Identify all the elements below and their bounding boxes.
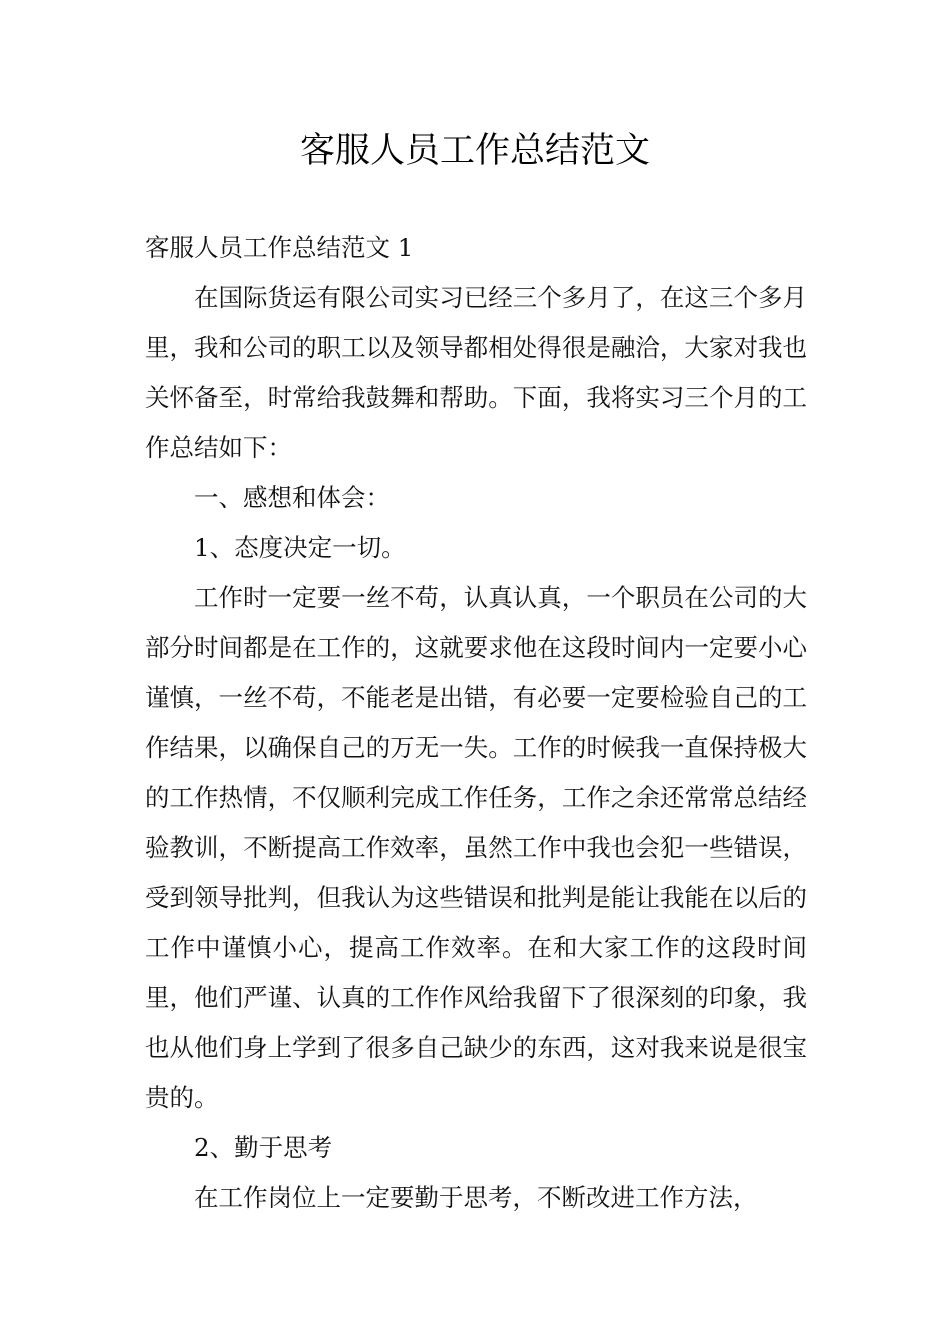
document-title: 客服人员工作总结范文: [299, 131, 650, 171]
heading-thoughts: 一、感想和体会：: [194, 483, 390, 512]
section-label: 客服人员工作总结范文 1: [145, 233, 414, 262]
heading-thinking: 2、勤于思考: [194, 1133, 333, 1162]
document-body: [145, 223, 807, 1223]
paragraph-thinking: 在工作岗位上一定要勤于思考，不断改进工作方法，: [194, 1183, 758, 1212]
heading-attitude: 1、态度决定一切。: [194, 533, 406, 562]
paragraph-attitude: 工作时一定要一丝不苟，认真认真，一个职员在公司的大部分时间都是在工作的，这就要求他在这段时间内一定要小心谨慎，一丝不苟，不能老是出错，有必要一定要检验自己的工作结果，以确保自己的万无一失。工作的时候我一直保持极大的工作热情，不仅顺利完成工作任务，工作之余还常常总结经验教训，不断提高工作效率，虽然工作中我也会犯一些错误，受到领导批判，但我认为这些错误和批判是能让我能在以后的工作中谨慎小心，提高工作效率。在和大家工作的这段时间里，他们严谨、认真的工作作风给我留下了很深刻的印象，我也从他们身上学到了很多自己缺少的东西，这对我来说是很宝贵的。: [145, 583, 807, 1112]
paragraph-intro: 在国际货运有限公司实习已经三个多月了，在这三个多月里，我和公司的职工以及领导都相处得很是融洽，大家对我也关怀备至，时常给我鼓舞和帮助。下面，我将实习三个月的工作总结如下：: [145, 283, 807, 462]
